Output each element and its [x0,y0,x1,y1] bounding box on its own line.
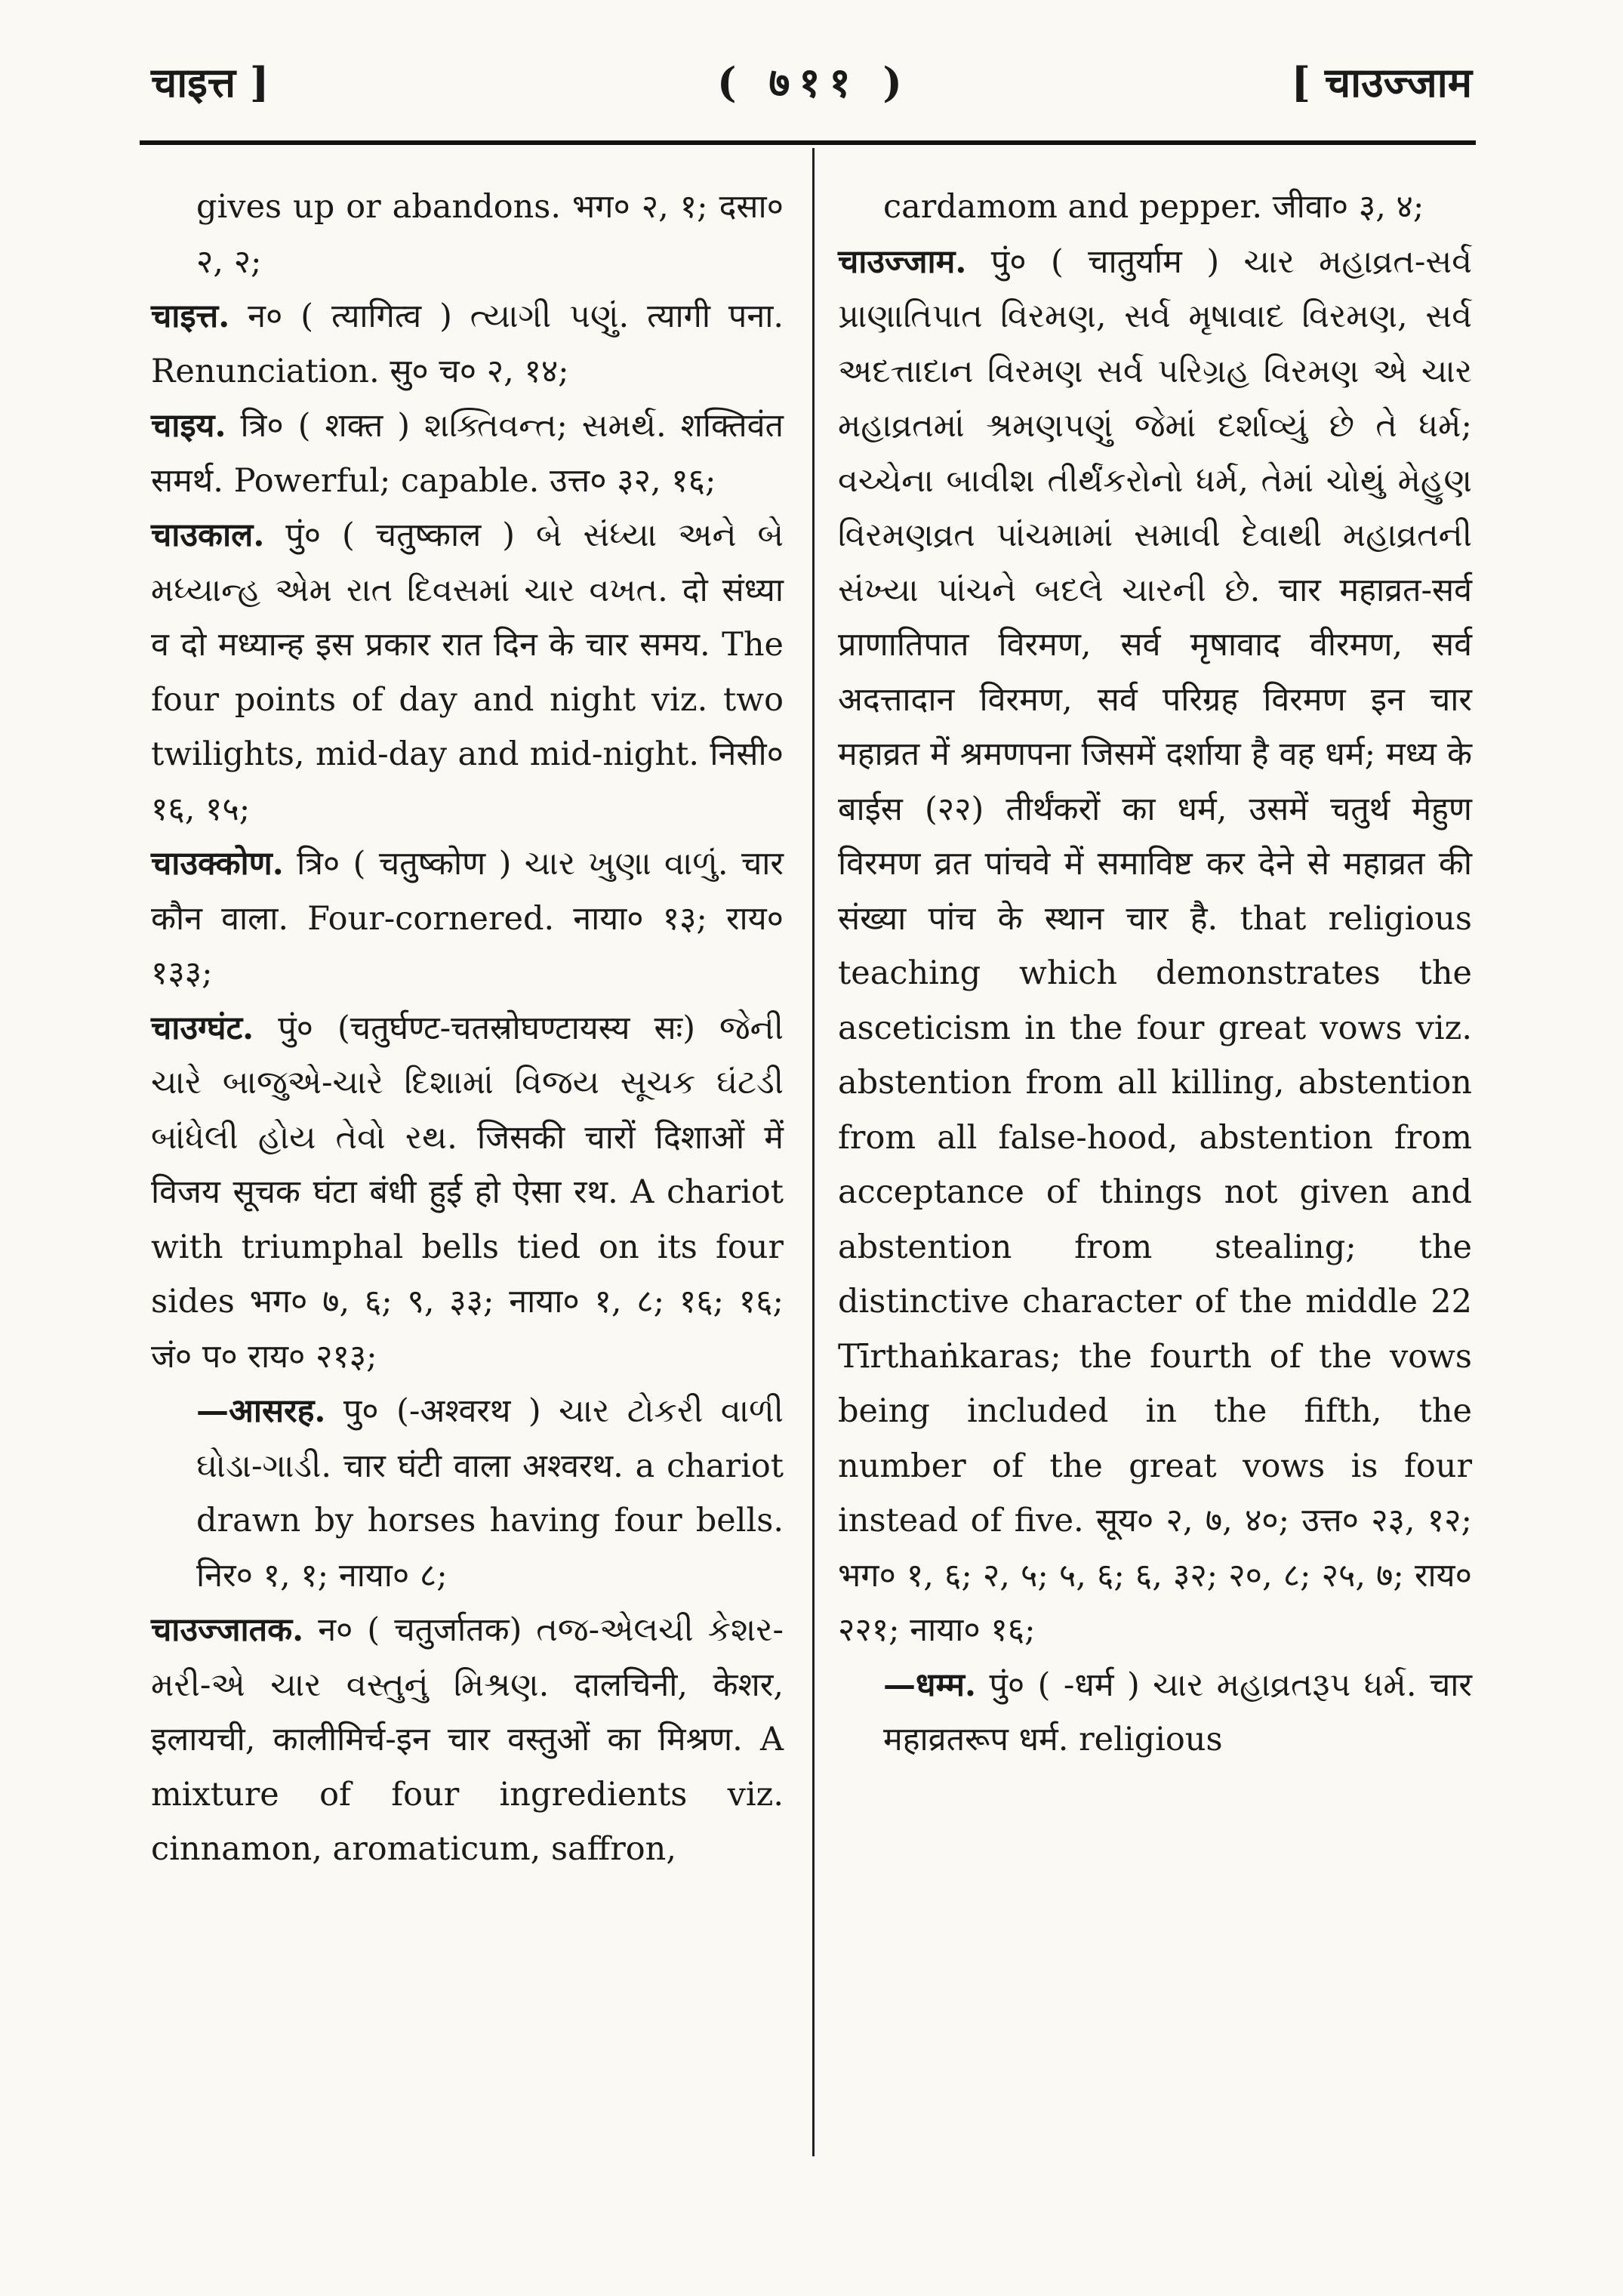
dictionary-entry [838,235,1472,1658]
entry-headword: चाउक्कोण. [151,845,284,883]
entry-headword: चाउज्जातक. [151,1611,304,1649]
entry-headword: चाउज्जाम. [838,242,967,281]
entry-headword: चाइत्त. [151,297,230,335]
right-column [838,180,1472,1767]
entry-headword: चाउकाल. [151,516,265,554]
continued-text: cardamom and pepper. [883,188,1263,226]
dictionary-entry [151,837,784,1001]
sub-entry [838,1658,1472,1767]
sub-entry-headword: —आसरह. [196,1392,326,1430]
dictionary-entry [151,1603,784,1877]
entry-body: त्रि० ( चतुष्कोण ) ચાર ખુણા વાળું. चार कौन वाला. Four-cornered. नाया० १३; राय० १३३; [151,845,784,992]
entry-body: पुं० ( चातुर्याम ) ચાર મહાવ્રત-સર્વ પ્રાણાતિપાત વિરમણ, સર્વ મૃષાવાદ વિરમણ, સર્વ અદત્તાદાન વિરમણ સર્વ પરિગ્રહ વિરમણ એ ચાર મહાવ્રતમાં શ્રમણપણું જેમાં દર્શાવ્યું છે તે ધર્મ; વચ્ચેના બાવીશ તીર્થંકરોનો ધર્મ, તેમાં ચોથું મેહુણ વિરમણવ્રત પાંચમામાં સમાવી દેવાથી મહાવ્રતની સંખ્યા પાંચને બદલે ચારની છે. चार महाव्रत-सर्व प्राणातिपात विरमण, सर्व मृषावाद वीरमण, सर्व अदत्तादान विरमण, सर्व परिग्रह विरमण इन चार महाव्रत में श्रमणपना जिसमें दर्शाया है वह धर्म; मध्य के बाईस (२२) तीर्थंकरों का धर्म, उसमें चतुर्थ मेहुण विरमण व्रत पांचवे में समाविष्ट कर देने से महाव्रत की संख्या पांच के स्थान चार है. that religious teaching which demonstrates the asceticism in the four great vows viz. abstention from all killing, abstention from all false-hood, abstention from acceptance of things not given and abstention from stealing; the distinctive character of the middle 22 Tīrthaṅkaras; the fourth of the vows being included in the fifth, the number of the great vows is four instead of five. सूय० २, ७, ४०; उत्त० २३, १२; भग० १, ६; २, ५; ५, ६; ६, ३२; २०, ८; २५, ७; राय० २२१; नाया० १६; [838,242,1473,1649]
continued-entry [151,180,784,289]
dictionary-entry [151,508,784,837]
entry-body: न० ( त्यागित्व ) ત્યાગી પણું. त्यागी पना. Renunciation. सु० च० २, १४; [151,297,784,390]
sub-entry [151,1384,784,1603]
page-number: ( ७११ ) [717,58,911,106]
header-rule [140,140,1476,145]
continued-text: gives up or abandons. [196,188,562,226]
page-header [143,38,1472,128]
sub-entry-headword: —धम्म. [883,1666,976,1704]
entry-body: पुं० ( चतुष्काल ) બે સંધ્યા અને બે મધ્યાન્હ એમ રાત દિવસમાં ચાર વખત. दो संध्या व दो मध्यान्ह इस प्रकार रात दिन के चार समय. The four points of day and night viz. two twilights, mid-day and mid-night. निसी० १६, १५; [151,516,784,828]
entry-body: न० ( चतुर्जातक) તજ-એલચી કેશર-મરી-એ ચાર વસ્તુનું મિશ્રણ. दालचिनी, केशर, इलायची, कालीमिर्च-इन चार वस्तुओं का मिश्रण. A mixture of four ingredients viz. cinnamon, aromaticum, saffron, [151,1611,784,1868]
dictionary-entry [151,289,784,399]
left-column [151,180,784,1877]
column-divider [812,148,815,2156]
continued-reference: जीवा० ३, ४; [1272,188,1424,226]
entry-headword: चाउग्घंट. [151,1009,254,1047]
dictionary-entry [151,399,784,508]
entry-body: पुं० ( -धर्म ) ચાર મહાવ્રતરૂપ ધર્મ. चार महाव्रतरूप धर्म. religious [883,1666,1473,1758]
entry-headword: चाइय. [151,407,226,445]
entry-body: पु० (-अश्वरथ ) ચાર ટોકરી વાળી ઘોડા-ગાડી. चार घंटी वाला अश्वरथ. a chariot drawn by horses having four bells. निर० १, १; नाया० ८; [196,1392,784,1595]
header-right-guideword: [ चाउज्जाम [1291,58,1472,106]
header-left-guideword: चाइत्त ] [151,58,269,106]
dictionary-entry [151,1001,784,1385]
continued-entry [838,180,1472,235]
continued-reference: भग० २, १; दसा० २, २; [196,188,784,281]
entry-body: त्रि० ( शक्त ) શક્તિવન્ત; સમર્થ. शक्तिवंत समर्थ. Powerful; capable. उत्त० ३२, १६; [151,407,784,500]
entry-body: पुं० (चतुर्घण्ट-चतस्रोघण्टायस्य सः) જેની ચારે બાજુએ-ચારે દિશામાં વિજય સૂચક ઘંટડી બાંધેલી હોય તેવો રથ. जिसकी चारों दिशाओं में विजय सूचक घंटा बंधी हुई हो ऐसा रथ. A chariot with triumphal bells tied on its four sides भग० ७, ६; ९, ३३; नाया० १, ८; १६; १६; जं० प० राय० २१३; [151,1009,784,1376]
